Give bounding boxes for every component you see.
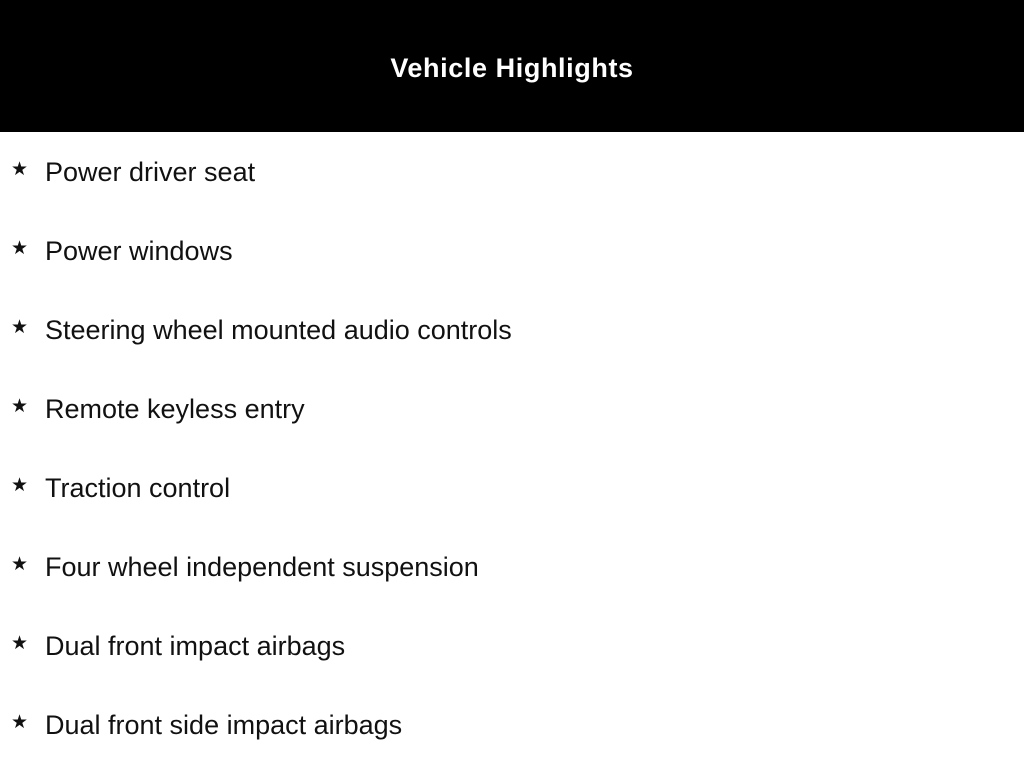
highlight-label: Traction control <box>45 473 231 503</box>
list-item <box>0 527 1024 606</box>
star-icon: ★ <box>11 158 29 180</box>
list-item <box>0 685 1024 764</box>
page-title: Vehicle Highlights <box>390 52 634 83</box>
star-icon: ★ <box>11 474 29 496</box>
highlight-label: Dual front side impact airbags <box>45 710 403 740</box>
list-item <box>0 448 1024 527</box>
list-item <box>0 211 1024 290</box>
highlight-label: Steering wheel mounted audio controls <box>45 315 512 345</box>
list-item <box>0 132 1024 211</box>
star-icon: ★ <box>11 395 29 417</box>
highlight-label: Remote keyless entry <box>45 394 305 424</box>
star-icon: ★ <box>11 316 29 338</box>
star-icon: ★ <box>11 553 29 575</box>
list-item <box>0 606 1024 685</box>
star-icon: ★ <box>11 711 29 733</box>
highlight-label: Four wheel independent suspension <box>45 552 479 582</box>
star-icon: ★ <box>11 632 29 654</box>
list-item <box>0 290 1024 369</box>
list-item <box>0 369 1024 448</box>
page-header <box>0 0 1024 132</box>
highlight-label: Power driver seat <box>45 157 256 187</box>
star-icon: ★ <box>11 237 29 259</box>
highlights-list <box>0 132 1024 764</box>
highlight-label: Dual front impact airbags <box>45 631 346 661</box>
highlight-label: Power windows <box>45 236 233 266</box>
